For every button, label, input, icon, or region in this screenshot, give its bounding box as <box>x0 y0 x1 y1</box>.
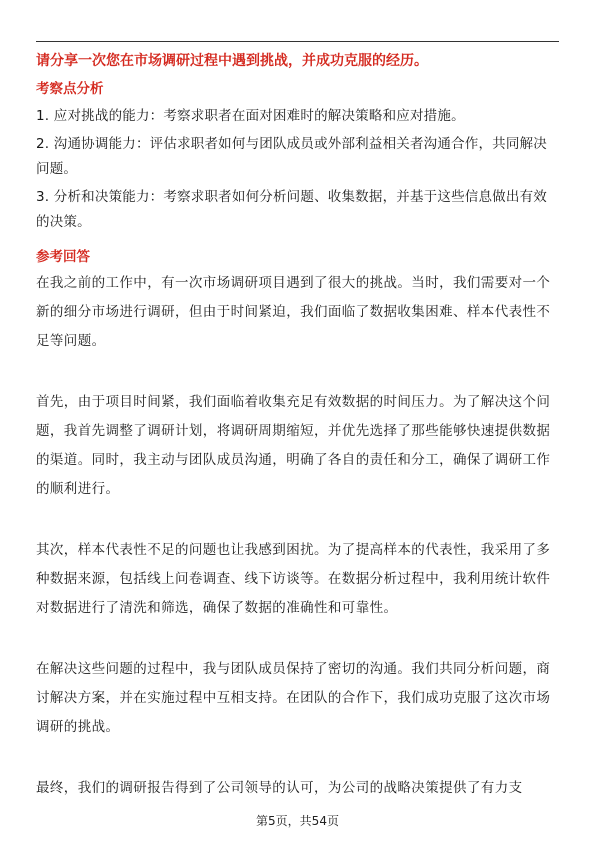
page-number: 第5页，共54页 <box>256 814 339 828</box>
analysis-heading: 考察点分析 <box>36 81 104 97</box>
answer-paragraph: 其次，样本代表性不足的问题也让我感到困扰。为了提高样本的代表性，我采用了多种数据来源，包括线上问卷调查、线下访谈等。在数据分析过程中，我利用统计软件对数据进行了清洗和筛选，确保了数据的准确性和可靠性。 <box>36 542 551 616</box>
answer-heading: 参考回答 <box>36 249 90 265</box>
answer-paragraph: 在解决这些问题的过程中，我与团队成员保持了密切的沟通。我们共同分析问题，商讨解决方案，并在实施过程中互相支持。在团队的合作下，我们成功克服了这次市场调研的挑战。 <box>36 661 551 735</box>
answer-paragraph: 首先，由于项目时间紧，我们面临着收集充足有效数据的时间压力。为了解决这个问题，我首先调整了调研计划，将调研周期缩短，并优先选择了那些能够快速提供数据的渠道。同时，我主动与团队成员沟通，明确了各自的责任和分工，确保了调研工作的顺利进行。 <box>36 394 551 497</box>
analysis-point: 3. 分析和决策能力：考察求职者如何分析问题、收集数据，并基于这些信息做出有效的决策。 <box>36 189 547 230</box>
analysis-point: 1. 应对挑战的能力：考察求职者在面对困难时的解决策略和应对措施。 <box>36 108 465 124</box>
answer-paragraph: 最终，我们的调研报告得到了公司领导的认可，为公司的战略决策提供了有力支 <box>36 780 523 796</box>
header-rule <box>36 41 559 42</box>
answer-paragraph: 在我之前的工作中，有一次市场调研项目遇到了很大的挑战。当时，我们需要对一个新的细分市场进行调研，但由于时间紧迫，我们面临了数据收集困难、样本代表性不足等问题。 <box>36 275 551 349</box>
question-title: 请分享一次您在市场调研过程中遇到挑战，并成功克服的经历。 <box>36 53 428 69</box>
document-body <box>36 49 559 803</box>
analysis-point: 2. 沟通协调能力：评估求职者如何与团队成员或外部利益相关者沟通合作，共同解决问题。 <box>36 136 547 177</box>
